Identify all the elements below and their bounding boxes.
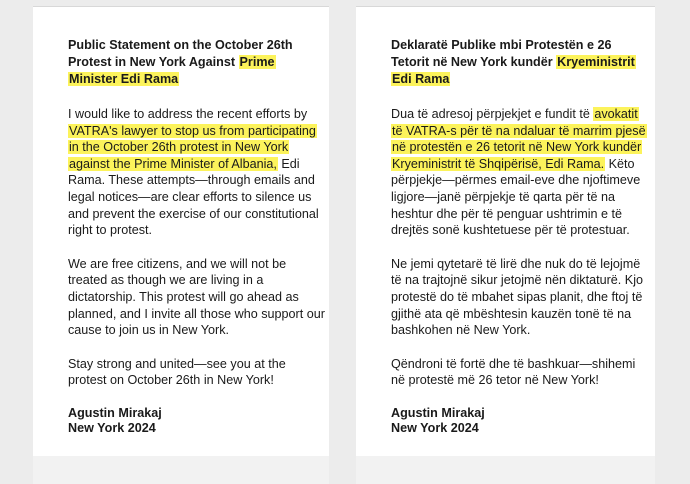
albanian-title	[391, 37, 649, 88]
albanian-p1-rest: Këto përpjekje—përmes email-eve dhe njoftimeve ligjore—janë përpjekje të qarta për të na heshtur dhe për të penguar ushtrimin e të drejtës sonë kushtetuese për të protestuar.	[391, 156, 641, 238]
albanian-paragraph-1	[391, 106, 649, 239]
english-p1-highlight: VATRA's lawyer to stop us from participating in the October 26th protest in New York against the Prime Minister of Albania,	[69, 123, 316, 171]
english-paragraph-3: Stay strong and united—see you at the protest on October 26th in New York!	[68, 356, 286, 388]
english-statement-content	[68, 37, 325, 436]
signature-name: Agustin Mirakaj	[68, 405, 162, 420]
english-paragraph-2: We are free citizens, and we will not be treated as though we are living in a dictatorship. This protest will go ahead as planned, and I invite all those who support our cause to join us in New York.	[68, 256, 325, 338]
english-card-footer-strip	[33, 456, 329, 484]
albanian-title-text: Deklaratë Publike mbi Protestën e 26 Tetorit në New York kundër	[391, 38, 612, 69]
english-title-text: Public Statement on the October 26th Protest in New York Against	[68, 38, 293, 69]
albanian-p1-highlight: avokatit të VATRA-s për të na ndaluar të marrim pjesë në protestën e 26 tetorit në New York kundër Kryeministrit të Shqipërisë, Edi Rama.	[392, 107, 646, 171]
signature-name: Agustin Mirakaj	[391, 405, 485, 420]
english-title-highlight: Prime Minister Edi Rama	[69, 55, 275, 86]
english-signature	[68, 406, 325, 436]
albanian-statement-card	[356, 6, 655, 456]
albanian-card-footer-strip	[356, 456, 655, 484]
albanian-title-highlight: Kryeministrit Edi Rama	[392, 55, 635, 86]
signature-place: New York 2024	[68, 420, 156, 435]
albanian-statement-content	[391, 37, 649, 436]
card-top-divider	[356, 6, 655, 7]
albanian-paragraph-2: Ne jemi qytetarë të lirë dhe nuk do të lejojmë të na trajtojnë sikur jetojmë nën diktaturë. Kjo protestë do të mbahet sipas planit, dhe ftoj të gjithë ata që mbështesin kauzën tonë të na bashkohen në New York.	[391, 256, 644, 338]
albanian-p1-intro: Dua të adresoj përpjekjet e fundit të	[391, 107, 594, 121]
english-statement-card	[33, 6, 329, 456]
albanian-signature	[391, 406, 649, 436]
english-p1-rest: Edi Rama. These attempts—through emails and legal notices—are clear efforts to silence us and prevent the exercise of our constitutional right to protest.	[68, 156, 319, 238]
albanian-paragraph-3: Qëndroni të fortë dhe të bashkuar—shihemi në protestë më 26 tetor në New York!	[391, 356, 636, 388]
signature-place: New York 2024	[391, 420, 479, 435]
card-top-divider	[33, 6, 329, 7]
english-title	[68, 37, 325, 88]
english-paragraph-1	[68, 106, 325, 239]
english-p1-intro: I would like to address the recent efforts by	[68, 107, 308, 121]
